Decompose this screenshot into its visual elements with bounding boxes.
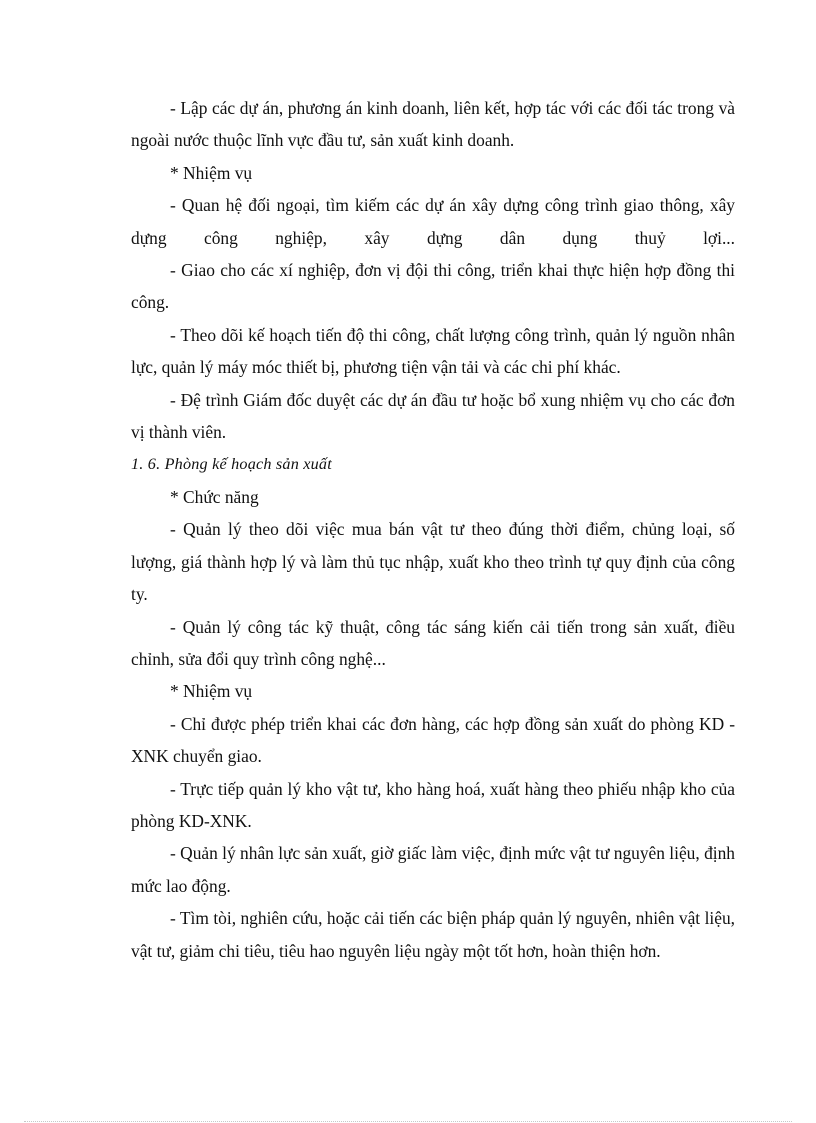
label-nhiem-vu: * Nhiệm vụ (170, 162, 253, 183)
paragraph-theo-doi-ke-hoach: - Theo dõi kế hoạch tiến độ thi công, chất lượng công trình, quản lý nguồn nhân lực, quản lý máy móc thiết bị, phương tiện vận tải và các chi phí khác. (131, 324, 735, 378)
paragraph-tim-toi-nghien-cuu: - Tìm tòi, nghiên cứu, hoặc cải tiến các biện pháp quản lý nguyên, nhiên vật liệu, vật tư, giảm chi tiêu, tiêu hao nguyên liệu ngày một tốt hơn, hoàn thiện hơn. (131, 908, 735, 961)
label-chuc-nang: * Chức năng (170, 486, 259, 507)
paragraph-quan-he-doi-ngoai: - Quan hệ đối ngoại, tìm kiếm các dự án xây dựng công trình giao thông, xây dựng công nghiệp, xây dựng dân dụng thuỷ lợi... (131, 195, 735, 248)
paragraph-quan-ly-kho: - Trực tiếp quản lý kho vật tư, kho hàng hoá, xuất hàng theo phiếu nhập kho của phòng KD-XNK. (131, 778, 735, 831)
paragraph-de-trinh-giam-doc: - Đệ trình Giám đốc duyệt các dự án đầu tư hoặc bổ xung nhiệm vụ cho các đơn vị thành viên. (131, 389, 735, 443)
paragraph-quan-ly-nhan-luc: - Quản lý nhân lực sản xuất, giờ giấc làm việc, định mức vật tư nguyên liệu, định mức lao động. (131, 843, 735, 896)
document-body (131, 92, 735, 967)
paragraph-giao-cho-xi-nghiep: - Giao cho các xí nghiệp, đơn vị đội thi công, triển khai thực hiện hợp đồng thi công. (131, 260, 735, 313)
paragraph-quan-ly-ky-thuat: - Quản lý công tác kỹ thuật, công tác sáng kiến cải tiến trong sản xuất, điều chỉnh, sửa đổi quy trình công nghệ... (131, 616, 735, 669)
label-nhiem-vu-2: * Nhiệm vụ (170, 681, 253, 702)
paragraph-quan-ly-mua-ban: - Quản lý theo dõi việc mua bán vật tư theo đúng thời điểm, chủng loại, số lượng, giá thành hợp lý và làm thủ tục nhập, xuất kho theo trình tự quy định của công ty. (131, 519, 735, 605)
paragraph-trien-khai-don-hang: - Chỉ được phép triển khai các đơn hàng, các hợp đồng sản xuất do phòng KD - XNK chuyển giao. (131, 713, 735, 767)
paragraph-lap-du-an: - Lập các dự án, phương án kinh doanh, liên kết, hợp tác với các đối tác trong và ngoài nước thuộc lĩnh vực đầu tư, sản xuất kinh doanh. (131, 98, 735, 151)
section-heading: 1. 6. Phòng kế hoạch sản xuất (131, 455, 332, 474)
page-bottom-divider (24, 1121, 792, 1122)
